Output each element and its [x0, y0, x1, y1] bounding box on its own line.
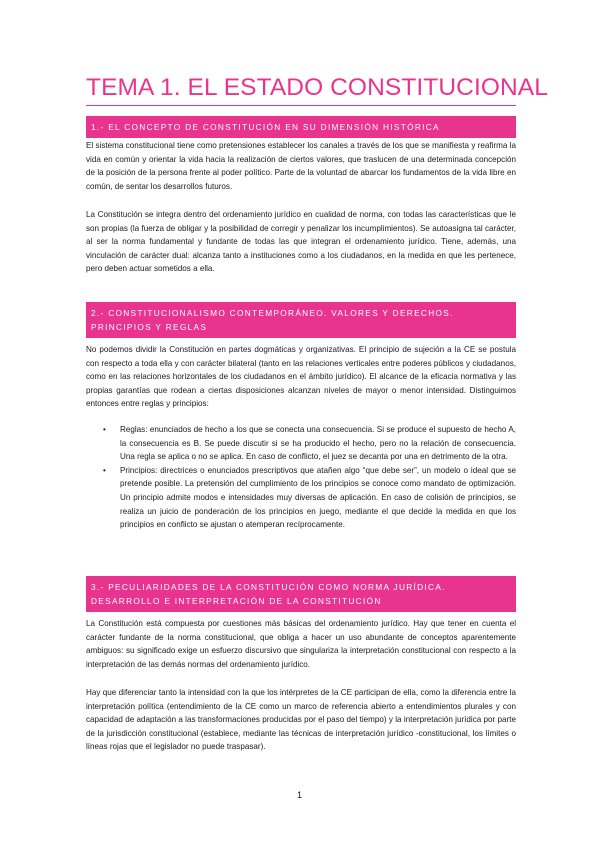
list-item	[86, 464, 516, 532]
section-1-paragraph-1: El sistema constitucional tiene como pretensiones establecer los canales a través de los que se manifiesta y reafirma la vida en común y orientar la vida hacia la realización de ciertos valores, que traslucen de una determinada concepción de la posición de la persona frente al poder político. Parte de la voluntad de abarcar los fundamentos de la vida libre en común, de sentar los desarrollos futuros.	[86, 141, 516, 191]
page-number: 1	[296, 790, 302, 800]
section-3-heading: 3.- PECULIARIDADES DE LA CONSTITUCIÓN COMO NORMA JURÍDICA. DESARROLLO E INTERPRETACIÓN DE LA CONSTITUCIÓN	[86, 576, 516, 612]
section-3-paragraph-2: Hay que diferenciar tanto la intensidad con la que los intérpretes de la CE participan de ella, como la diferencia entre la interpretación política (entendimiento de la CE como un marco de referencia abierto a entendimientos plurales y con capacidad de adaptación a las transformaciones producidas por el paso del tiempo) y la interpretación jurídica por parte de la jurisdicción constitucional (establece, mediante las técnicas de interpretación jurídico -constitucional, los límites o líneas rojas que el legislador no puede traspasar).	[86, 688, 516, 752]
page-title: TEMA 1. EL ESTADO CONSTITUCIONAL	[86, 74, 548, 101]
bullet-text-principios: Principios: directrices o enunciados prescriptivos que atañen algo “que debe ser”, un modelo o ideal que se pretende posible. La pretensión del cumplimiento de los principios se conoce como mandato de optimización. Un principio admite modos e intensidades muy diversas de aplicación. En caso de colisión de principios, se realiza un juicio de ponderación de los principios en juego, mediante el que decide la medida en que los principios en conflicto se ajustan o atemperan recíprocamente.	[120, 465, 516, 530]
list-item	[86, 423, 516, 464]
section-2-paragraph-1: No podemos dividir la Constitución en partes dogmáticas y organizativas. El principio de sujeción a la CE se postula con respecto a toda ella y con carácter bilateral (tanto en las relaciones verticales entre poderes públicos y ciudadanos, como en las relaciones horizontales de los ciudadanos en el ámbito jurídico). El alcance de la eficacia normativa y las propias garantías que rodean a ciertas disposiciones alcanzan niveles de mayor o menor intensidad. Distinguimos entonces entre reglas y principios:	[86, 345, 516, 409]
section-1-heading: 1.- EL CONCEPTO DE CONSTITUCIÓN EN SU DIMENSIÓN HISTÓRICA	[86, 116, 516, 138]
bullet-text-reglas: Reglas: enunciados de hecho a los que se conecta una consecuencia. Si se produce el supuesto de hecho A, la consecuencia es B. Se puede discutir si se ha producido el hecho, pero no la relación de consecuencia. Una regla se aplica o no se aplica. En caso de conflicto, el juez se decanta por una en detrimento de la otra.	[120, 425, 516, 462]
section-3-paragraph-1: La Constitución está compuesta por cuestiones más básicas del ordenamiento jurídico. Hay que tener en cuenta el carácter fundante de la norma constitucional, que obliga a hacer un uso abundante de conceptos aparentemente ambiguos: su significado exige un esfuerzo discursivo que singulariza la interpretación constitucional con respecto a la interpretación de las demás normas del ordenamiento jurídico.	[86, 619, 516, 669]
section-1-paragraph-2: La Constitución se integra dentro del ordenamiento jurídico en cualidad de norma, con todas las características que le son propias (la fuerza de obligar y la posibilidad de corregir y penalizar los incumplimientos). Se autoasigna tal carácter, al ser la norma fundamental y fundante de todas las que integran el ordenamiento jurídico. Tiene, además, una vinculación de carácter dual: alcanza tanto a instituciones como a los ciudadanos, en la medida en que les pertenece, pero deben actuar sometidos a ella.	[86, 210, 516, 274]
section-2-bullet-list	[86, 423, 516, 532]
section-2-heading: 2.- CONSTITUCIONALISMO CONTEMPORÁNEO. VALORES Y DERECHOS. PRINCIPIOS Y REGLAS	[86, 302, 516, 338]
bullet-icon: •	[103, 465, 106, 475]
bullet-icon: •	[103, 425, 106, 434]
title-divider	[86, 105, 516, 106]
